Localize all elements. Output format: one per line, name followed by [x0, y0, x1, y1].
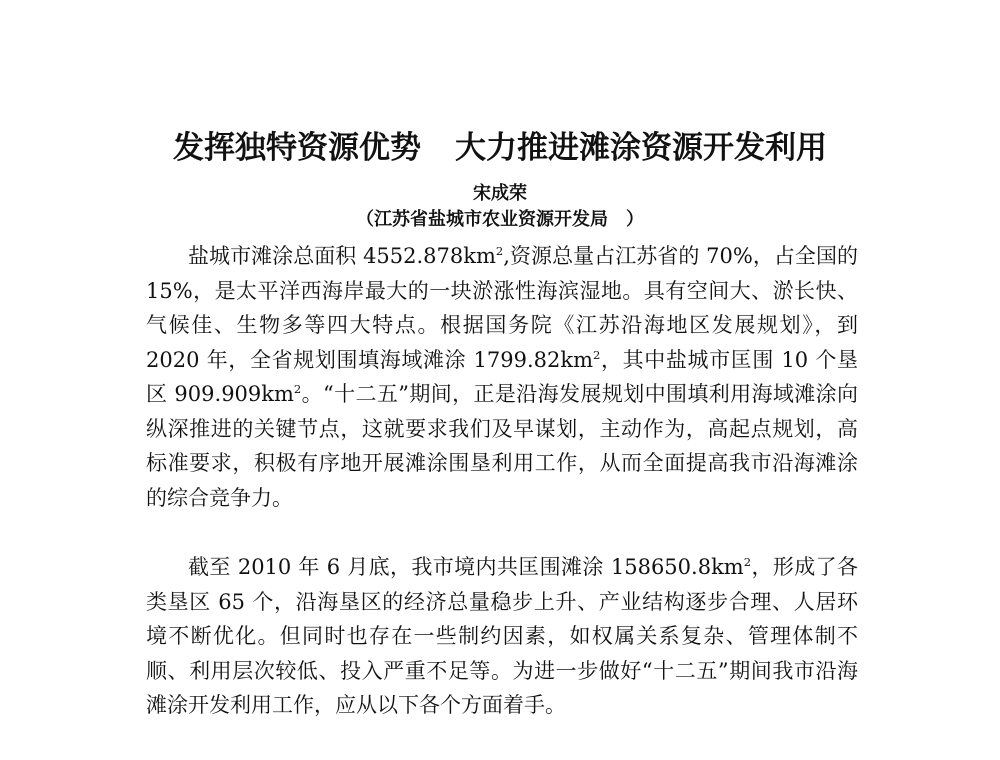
paragraph-2-text-b: ，形成了各类垦区 65 个，沿海垦区的经济总量稳步上升、产业结构逐步合理、人居环境不断优化。但同时也存在一些制约因素，如权属关系复杂、管理体制不顺、利用层次较低、投入严重不足等。为进一步做好“十二五”期间我市沿海滩涂开发利用工作，应从以下各个方面着手。 [146, 555, 858, 717]
paragraph-text [146, 550, 858, 723]
article-title [0, 128, 1000, 168]
paragraph-2-text-a: 截至 2010 年 6 月底，我市境内共匡围滩涂 158650.8km [188, 555, 744, 579]
superscript-2: 2 [593, 347, 601, 362]
superscript-2: 2 [743, 555, 752, 569]
paragraph-1-text-c: ，其中盐城市匡围 10 个垦区 909.909km [146, 347, 858, 406]
paragraph-1-text-b: ,资源总量占江苏省的 70%，占全国的 15%，是太平洋西海岸最大的一块淤涨性海滨湿地。具有空间大、淤长快、气候佳、生物多等四大特点。根据国务院《江苏沿海地区发展规划》，到 2020 年，全省规划围填海域滩涂 1799.82km [146, 244, 859, 372]
superscript-2: 2 [293, 382, 302, 396]
author-name: 宋成荣 [473, 183, 527, 204]
title-part-2: 大力推进滩涂资源开发利用 [455, 130, 827, 166]
body-paragraph-1 [146, 239, 858, 515]
author-affiliation: （江苏省盐城市农业资源开发局 ） [356, 209, 644, 230]
superscript-2: 2 [495, 244, 504, 258]
paragraph-1-text-d: 。“十二五”期间，正是沿海发展规划中围填利用海域滩涂向纵深推进的关键节点，这就要求我们及早谋划，主动作为，高起点规划，高标准要求，积极有序地开展滩涂围垦利用工作，从而全面提高我市沿海滩涂的综合竞争力。 [146, 382, 858, 510]
paragraph-text [146, 239, 858, 515]
body-paragraph-2 [146, 550, 858, 723]
title-part-1: 发挥独特资源优势 [173, 130, 421, 166]
paragraph-1-text-a: 盐城市滩涂总面积 4552.878km [188, 244, 496, 268]
